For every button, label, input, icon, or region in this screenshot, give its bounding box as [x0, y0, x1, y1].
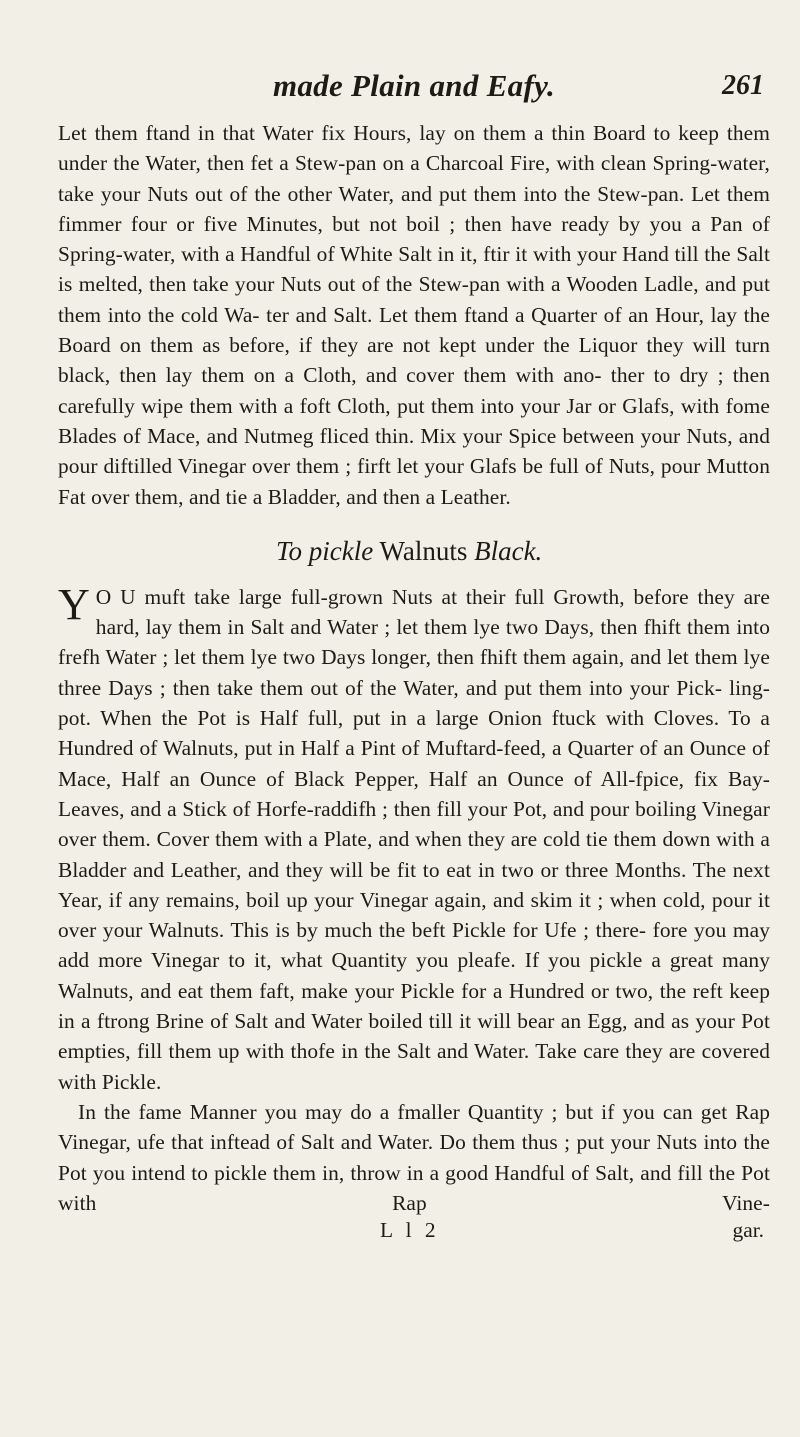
section-title-suffix: Black. [474, 535, 543, 566]
section-title [58, 534, 770, 568]
page-header [58, 68, 770, 108]
paragraph-continued: Let them ftand in that Water fix Hours, lay on them a thin Board to keep them under the Water, then fet a Stew-pan on a Charcoal Fire, with clean Spring-water, take your Nuts out of the other Water, and put them into the Stew-pan. Let them fimmer four or five Minutes, but not boil ; then have ready by you a Pan of Spring-water, with a Handful of White Salt in it, ftir it with your Hand till the Salt is melted, then take your Nuts out of the Stew-pan with a Wooden Ladle, and put them into the cold Wa- ter and Salt. Let them ftand a Quarter of an Hour, lay the Board on them as before, if they are not kept under the Liquor they will turn black, then lay them on a Cloth, and cover them with ano- ther to dry ; then carefully wipe them with a foft Cloth, put them into your Jar or Glafs, with fome Blades of Mace, and Nutmeg fliced thin. Mix your Spice between your Nuts, and pour diftilled Vinegar over them ; firft let your Glafs be full of Nuts, pour Mutton Fat over them, and tie a Bladder, and then a Leather. [58, 121, 770, 509]
catchword: gar. [732, 1218, 764, 1243]
page-footer [58, 1218, 770, 1248]
signature-mark: L l 2 [380, 1218, 440, 1243]
drop-cap: Y [58, 579, 90, 629]
variation-paragraph: In the fame Manner you may do a fmaller Quantity ; but if you can get Rap Vinegar, ufe that inftead of Salt and Water. Do them thus ; put your Nuts into the Pot you intend to pickle them in, throw in a good Handful of Salt, and fill the Pot with Rap Vine- [58, 1099, 770, 1215]
recipe-text: O U muft take large full-grown Nuts at their full Growth, before they are hard, lay them in Salt and Water ; let them lye two Days, then fhift them into frefh Water ; let them lye two Days longer, then fhift them again, and let them lye three Days ; then take them out of the Water, and put them into your Pick- ling-pot. When the Pot is Half full, put in a large Onion ftuck with Cloves. To a Hundred of Walnuts, put in Half a Pint of Muftard-feed, a Quarter of an Ounce of Mace, Half an Ounce of Black Pepper, Half an Ounce of All-fpice, fix Bay-Leaves, and a Stick of Horfe-raddifh ; then fill your Pot, and pour boiling Vinegar over them. Cover them with a Plate, and when they are cold tie them down with a Bladder and Leather, and they will be fit to eat in two or three Months. The next Year, if any remains, boil up your Vinegar again, and skim it ; when cold, pour it over your Walnuts. This is by much the beft Pickle for Ufe ; there- fore you may add more Vinegar to it, what Quantity you pleafe. If you pickle a great many Walnuts, and eat them faft, make your Pickle for a Hundred or two, the reft keep in a ftrong Brine of Salt and Water boiled till it will bear an Egg, and as your Pot empties, fill them up with thofe in the Salt and Water. Take care they are covered with Pickle. [58, 584, 770, 1094]
recipe-paragraph [58, 579, 770, 1097]
section-title-prefix: To pickle [276, 535, 374, 566]
section-title-middle: Walnuts [379, 535, 468, 566]
running-head: made Plain and Eafy. [272, 68, 556, 103]
page-number: 261 [722, 70, 764, 101]
